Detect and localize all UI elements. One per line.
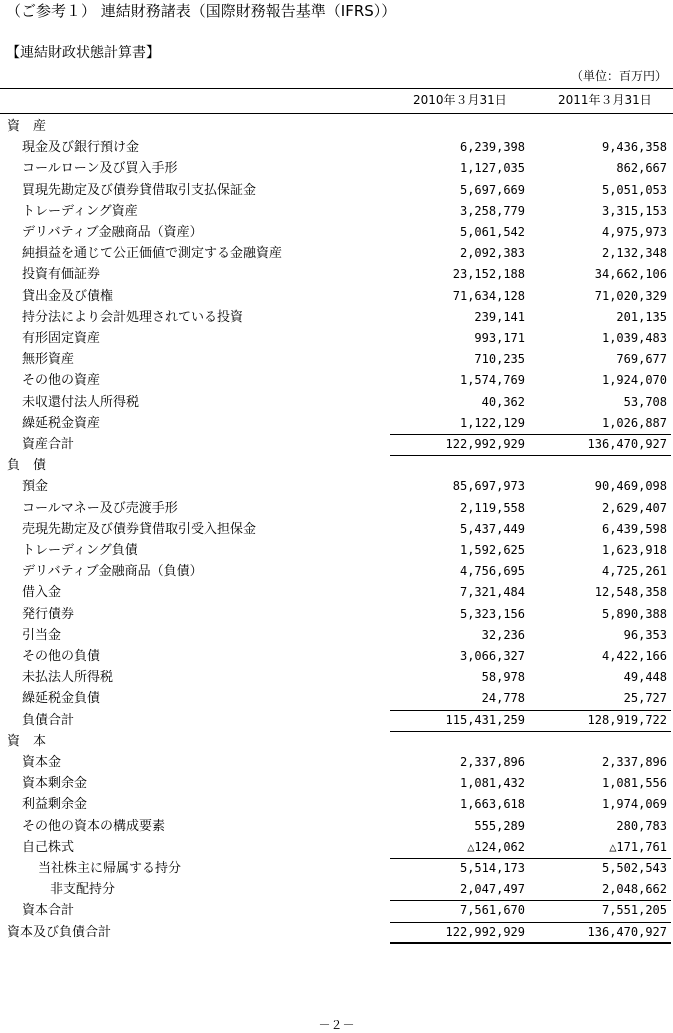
- row-label: 利益剰余金: [22, 797, 88, 813]
- total-row: [0, 434, 673, 455]
- value-2011: 90,469,098: [594, 479, 667, 494]
- subtotal-rule: [390, 710, 671, 711]
- section-header: [0, 731, 673, 752]
- value-2010: 1,663,618: [459, 797, 525, 812]
- value-2011: 25,727: [623, 691, 667, 706]
- row-label: 買現先勘定及び債券貸借取引支払保証金: [22, 182, 257, 198]
- value-2010: 1,081,432: [459, 776, 525, 791]
- value-2011: 1,039,483: [601, 331, 667, 345]
- value-2011: 1,974,069: [601, 797, 667, 812]
- column-header-2011: 2011年３月31日: [558, 93, 652, 107]
- value-2010: 32,236: [481, 627, 525, 642]
- row-label: 資本及び負債合計: [7, 924, 112, 940]
- table-row: [0, 307, 673, 328]
- value-2011: 4,422,166: [601, 649, 667, 663]
- table-row: [0, 392, 673, 413]
- value-2010: △124,062: [467, 839, 525, 854]
- value-2011: 1,924,070: [601, 373, 667, 388]
- table-row: [0, 858, 673, 879]
- table-row: [0, 667, 673, 688]
- row-label: トレーディング資産: [22, 203, 138, 219]
- subtotal-rule: [390, 900, 671, 901]
- table-row: [0, 604, 673, 625]
- value-2010: 3,258,779: [459, 203, 525, 218]
- value-2011: 49,448: [623, 670, 667, 685]
- table-row: [0, 879, 673, 900]
- row-label: 預金: [22, 479, 49, 495]
- value-2010: 71,634,128: [452, 288, 525, 303]
- value-2010: 24,778: [481, 691, 525, 706]
- value-2011: △171,761: [609, 839, 667, 854]
- row-label: デリバティブ金融商品（資産）: [22, 225, 203, 240]
- table-row: [0, 837, 673, 858]
- table-row: [0, 328, 673, 349]
- value-2010: 5,697,669: [459, 182, 525, 197]
- value-2011: 128,919,722: [587, 712, 667, 727]
- unit-label: （単位：百万円）: [570, 69, 667, 83]
- row-label: トレーディング負債: [22, 543, 138, 558]
- table-row: [0, 625, 673, 646]
- subtotal-rule: [390, 858, 671, 859]
- value-2010: 5,061,542: [459, 225, 525, 239]
- value-2010: 710,235: [474, 352, 525, 367]
- value-2010: 40,362: [481, 394, 525, 409]
- table-row: [0, 264, 673, 285]
- table-row: [0, 646, 673, 667]
- value-2010: 58,978: [481, 670, 525, 685]
- row-label: コールローン及び買入手形: [22, 161, 178, 177]
- row-label: 自己株式: [22, 839, 75, 855]
- value-2010: 1,592,625: [459, 543, 525, 557]
- value-2010: 122,992,929: [445, 924, 525, 939]
- value-2010: 3,066,327: [459, 649, 525, 663]
- row-label: 資 産: [7, 119, 47, 134]
- value-2010: 239,141: [474, 309, 525, 324]
- row-label: 非支配持分: [50, 882, 116, 898]
- value-2011: 862,667: [616, 161, 667, 176]
- row-label: 資本合計: [22, 903, 75, 919]
- row-label: 持分法により会計処理されている投資: [22, 309, 244, 325]
- value-2011: 3,315,153: [601, 203, 667, 218]
- value-2011: 5,051,053: [601, 182, 667, 197]
- value-2010: 1,122,129: [459, 415, 525, 430]
- row-label: デリバティブ金融商品（負債）: [22, 564, 203, 580]
- value-2011: 280,783: [616, 818, 667, 833]
- row-label: 純損益を通じて公正価値で測定する金融資産: [22, 246, 283, 262]
- table-row: [0, 137, 673, 158]
- value-2010: 993,171: [474, 331, 525, 345]
- table-row: [0, 222, 673, 243]
- row-label: 現金及び銀行預け金: [22, 140, 140, 156]
- value-2010: 2,119,558: [459, 500, 525, 515]
- row-label: 繰延税金負債: [22, 691, 101, 707]
- table-row: [0, 561, 673, 582]
- row-label: 売現先勘定及び債券貸借取引受入担保金: [22, 521, 257, 537]
- value-2011: 2,629,407: [601, 500, 667, 515]
- value-2011: 71,020,329: [594, 288, 667, 303]
- row-label: 繰延税金資産: [22, 415, 101, 431]
- table-row: [0, 370, 673, 391]
- table-row: [0, 540, 673, 561]
- table-row: [0, 413, 673, 434]
- value-2010: 5,437,449: [459, 521, 525, 536]
- value-2010: 4,756,695: [459, 564, 525, 579]
- value-2011: 4,725,261: [601, 564, 667, 579]
- row-label: 有形固定資産: [22, 331, 101, 346]
- table-row: [0, 476, 673, 497]
- value-2011: 2,337,896: [601, 755, 667, 769]
- subtotal-rule: [390, 922, 671, 923]
- table-row: [0, 243, 673, 264]
- value-2011: 96,353: [623, 627, 667, 642]
- value-2010: 2,047,497: [459, 882, 525, 897]
- row-label: 発行債券: [22, 606, 75, 622]
- row-label: その他の資本の構成要素: [22, 818, 166, 834]
- value-2011: 53,708: [623, 394, 667, 409]
- value-2010: 1,574,769: [459, 373, 525, 388]
- table-row: [0, 158, 673, 179]
- value-2011: 34,662,106: [594, 267, 667, 282]
- value-2010: 23,152,188: [452, 267, 525, 282]
- value-2011: 7,551,205: [601, 903, 667, 918]
- row-label: コールマネー及び売渡手形: [22, 500, 178, 516]
- table-row: [0, 688, 673, 709]
- row-label: 資本金: [22, 755, 62, 770]
- value-2010: 7,561,670: [459, 903, 525, 918]
- row-label: 資本剰余金: [22, 776, 88, 792]
- row-label: 貸出金及び債権: [22, 288, 114, 304]
- value-2010: 555,289: [474, 818, 525, 833]
- value-2010: 122,992,929: [445, 437, 525, 451]
- value-2010: 6,239,398: [459, 140, 525, 155]
- row-label: 負債合計: [22, 712, 75, 728]
- value-2011: 12,548,358: [594, 585, 667, 600]
- row-label: 借入金: [22, 585, 62, 601]
- value-2011: 136,470,927: [587, 437, 667, 451]
- value-2010: 1,127,035: [459, 161, 525, 176]
- row-label: 未収還付法人所得税: [22, 394, 140, 410]
- row-label: 投資有価証券: [22, 267, 101, 283]
- value-2010: 5,514,173: [459, 861, 525, 875]
- section-header: [0, 455, 673, 476]
- value-2011: 6,439,598: [601, 521, 667, 536]
- section-header: [0, 116, 673, 137]
- table-row: [0, 286, 673, 307]
- value-2011: 1,081,556: [601, 776, 667, 791]
- row-label: 未払法人所得税: [22, 670, 114, 686]
- value-2011: 4,975,973: [601, 225, 667, 239]
- table-row: [0, 498, 673, 519]
- table-row: [0, 180, 673, 201]
- row-label: 資 本: [7, 733, 47, 749]
- row-label: 無形資産: [22, 352, 75, 368]
- value-2011: 5,890,388: [601, 606, 667, 621]
- value-2011: 2,132,348: [601, 246, 667, 261]
- row-label: その他の負債: [22, 649, 101, 664]
- grand-total-rule: [390, 942, 671, 944]
- value-2010: 115,431,259: [445, 712, 525, 727]
- header-bottom-rule: [0, 113, 673, 114]
- value-2010: 2,337,896: [459, 755, 525, 769]
- value-2010: 2,092,383: [459, 246, 525, 261]
- value-2010: 7,321,484: [459, 585, 525, 600]
- table-row: [0, 519, 673, 540]
- table-row: [0, 773, 673, 794]
- value-2010: 85,697,973: [452, 479, 525, 494]
- row-label: 負 債: [7, 458, 47, 474]
- value-2011: 9,436,358: [601, 140, 667, 155]
- subtotal-rule: [390, 434, 671, 435]
- total-row: [0, 710, 673, 731]
- table-row: [0, 349, 673, 370]
- row-label: その他の資産: [22, 373, 101, 389]
- page-number: －２－: [318, 1018, 355, 1032]
- total-row: [0, 922, 673, 943]
- table-row: [0, 582, 673, 603]
- value-2011: 5,502,543: [601, 861, 667, 875]
- table-row: [0, 201, 673, 222]
- table-row: [0, 816, 673, 837]
- row-label: 当社株主に帰属する持分: [38, 861, 182, 876]
- value-2011: 1,026,887: [601, 415, 667, 430]
- table-row: [0, 794, 673, 815]
- row-label: 引当金: [22, 627, 62, 643]
- table-row: [0, 752, 673, 773]
- value-2011: 1,623,918: [601, 543, 667, 557]
- statement-title: 【連結財政状態計算書】: [6, 45, 160, 61]
- column-header-2010: 2010年３月31日: [413, 93, 507, 107]
- row-label: 資産合計: [22, 437, 75, 452]
- header-top-rule: [0, 88, 673, 89]
- value-2011: 2,048,662: [601, 882, 667, 897]
- document-title: （ご参考１） 連結財務諸表（国際財務報告基準（IFRS））: [6, 2, 397, 20]
- total-row: [0, 900, 673, 921]
- value-2010: 5,323,156: [459, 606, 525, 621]
- value-2011: 769,677: [616, 352, 667, 367]
- value-2011: 136,470,927: [587, 924, 667, 939]
- value-2011: 201,135: [616, 309, 667, 324]
